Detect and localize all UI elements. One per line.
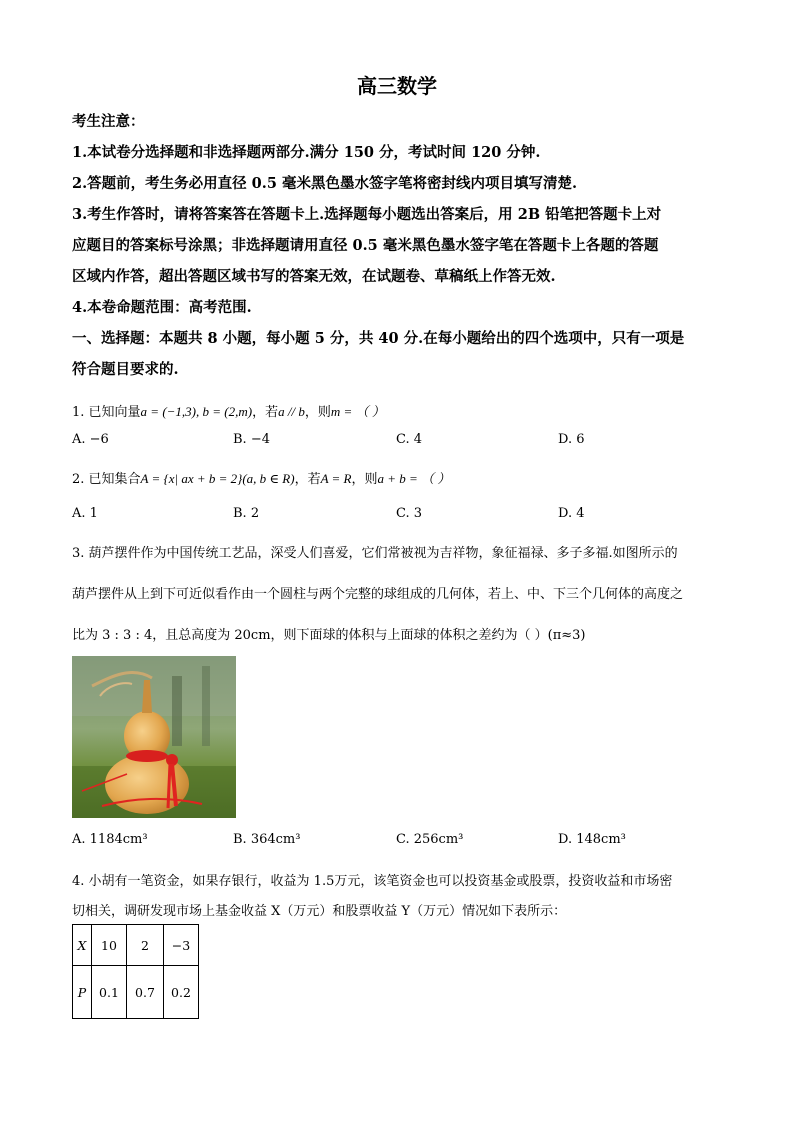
math-expression: a + b = （ ） [377, 471, 451, 486]
table-cell: 0.7 [127, 966, 164, 1019]
gourd-photo [72, 656, 236, 818]
question-text: ，则 [351, 472, 378, 487]
section-heading: 一、选择题：本题共 8 小题，每小题 5 分，共 40 分.在每小题给出的四个选项中，只有一项是 [72, 330, 685, 347]
gourd-ornament-image [72, 656, 236, 818]
option-c: C. 3 [396, 506, 423, 521]
option-a: A. −6 [72, 432, 109, 447]
table-cell: 2 [127, 925, 164, 966]
table-cell: −3 [164, 925, 199, 966]
table-row [73, 966, 199, 1019]
option-c: C. 256cm³ [396, 832, 464, 847]
math-expression: m = （ ） [330, 404, 385, 419]
table-row [73, 925, 199, 966]
option-d: D. 4 [558, 506, 585, 521]
question-3-line: 3. 葫芦摆件作为中国传统工艺品，深受人们喜爱，它们常被视为吉祥物，象征福禄、多子多福.如图所示的 [72, 546, 678, 561]
question-3-line: 葫芦摆件从上到下可近似看作由一个圆柱与两个完整的球组成的几何体，若上、中、下三个几何体的高度之 [72, 587, 684, 602]
math-expression: A = {x| ax + b = 2}(a, b ∈ R) [140, 471, 295, 486]
notice-line: 应题目的答案标号涂黑；非选择题请用直径 0.5 毫米黑色墨水签字笔在答题卡上各题的答题 [72, 237, 659, 254]
option-b: B. −4 [233, 432, 270, 447]
section-heading: 符合题目要求的. [72, 361, 179, 378]
option-b: B. 2 [233, 506, 260, 521]
math-expression: A = R [320, 471, 352, 486]
notice-line: 区域内作答，超出答题区域书写的答案无效，在试题卷、草稿纸上作答无效. [72, 268, 556, 285]
table-cell: 10 [92, 925, 127, 966]
notice-line: 3.考生作答时，请将答案答在答题卡上.选择题每小题选出答案后，用 2B 铅笔把答题卡上对 [72, 206, 662, 223]
notice-line: 1.本试卷分选择题和非选择题两部分.满分 150 分，考试时间 120 分钟. [72, 144, 541, 161]
math-expression: a // b [278, 404, 305, 419]
option-a: A. 1 [72, 506, 98, 521]
question-text: ，若 [294, 472, 321, 487]
table-cell [73, 966, 92, 1019]
option-b: B. 364cm³ [233, 832, 301, 847]
option-d: D. 148cm³ [558, 832, 626, 847]
question-text: 1. 已知向量 [72, 405, 141, 420]
question-1 [72, 401, 385, 420]
option-a: A. 1184cm³ [72, 832, 148, 847]
page-title: 高三数学 [357, 74, 437, 98]
row-header: X [77, 938, 87, 953]
question-4-line: 4. 小胡有一笔资金，如果存银行，收益为 1.5万元，该笔资金也可以投资基金或股票，投资收益和市场密 [72, 874, 673, 889]
notice-line: 2.答题前，考生务必用直径 0.5 毫米黑色墨水签字笔将密封线内项目填写清楚. [72, 175, 578, 192]
option-d: D. 6 [558, 432, 585, 447]
notice-line: 4.本卷命题范围：高考范围. [72, 299, 252, 316]
question-2 [72, 468, 450, 487]
table-cell: 0.2 [164, 966, 199, 1019]
row-header: P [77, 985, 87, 1000]
math-expression: a = (−1,3), b = (2,m) [140, 404, 253, 419]
question-text: ，则 [304, 405, 331, 420]
question-4-line: 切相关，调研发现市场上基金收益 X（万元）和股票收益 Y（万元）情况如下表所示： [72, 904, 567, 919]
table-cell [73, 925, 92, 966]
question-3-line: 比为 3 : 3 : 4，且总高度为 20cm，则下面球的体积与上面球的体积之差约为（ ）(π≈3) [72, 628, 586, 643]
table-cell: 0.1 [92, 966, 127, 1019]
notice-heading: 考生注意： [72, 113, 145, 130]
question-text: ，若 [252, 405, 279, 420]
option-c: C. 4 [396, 432, 423, 447]
distribution-table [72, 924, 199, 1019]
question-text: 2. 已知集合 [72, 472, 141, 487]
